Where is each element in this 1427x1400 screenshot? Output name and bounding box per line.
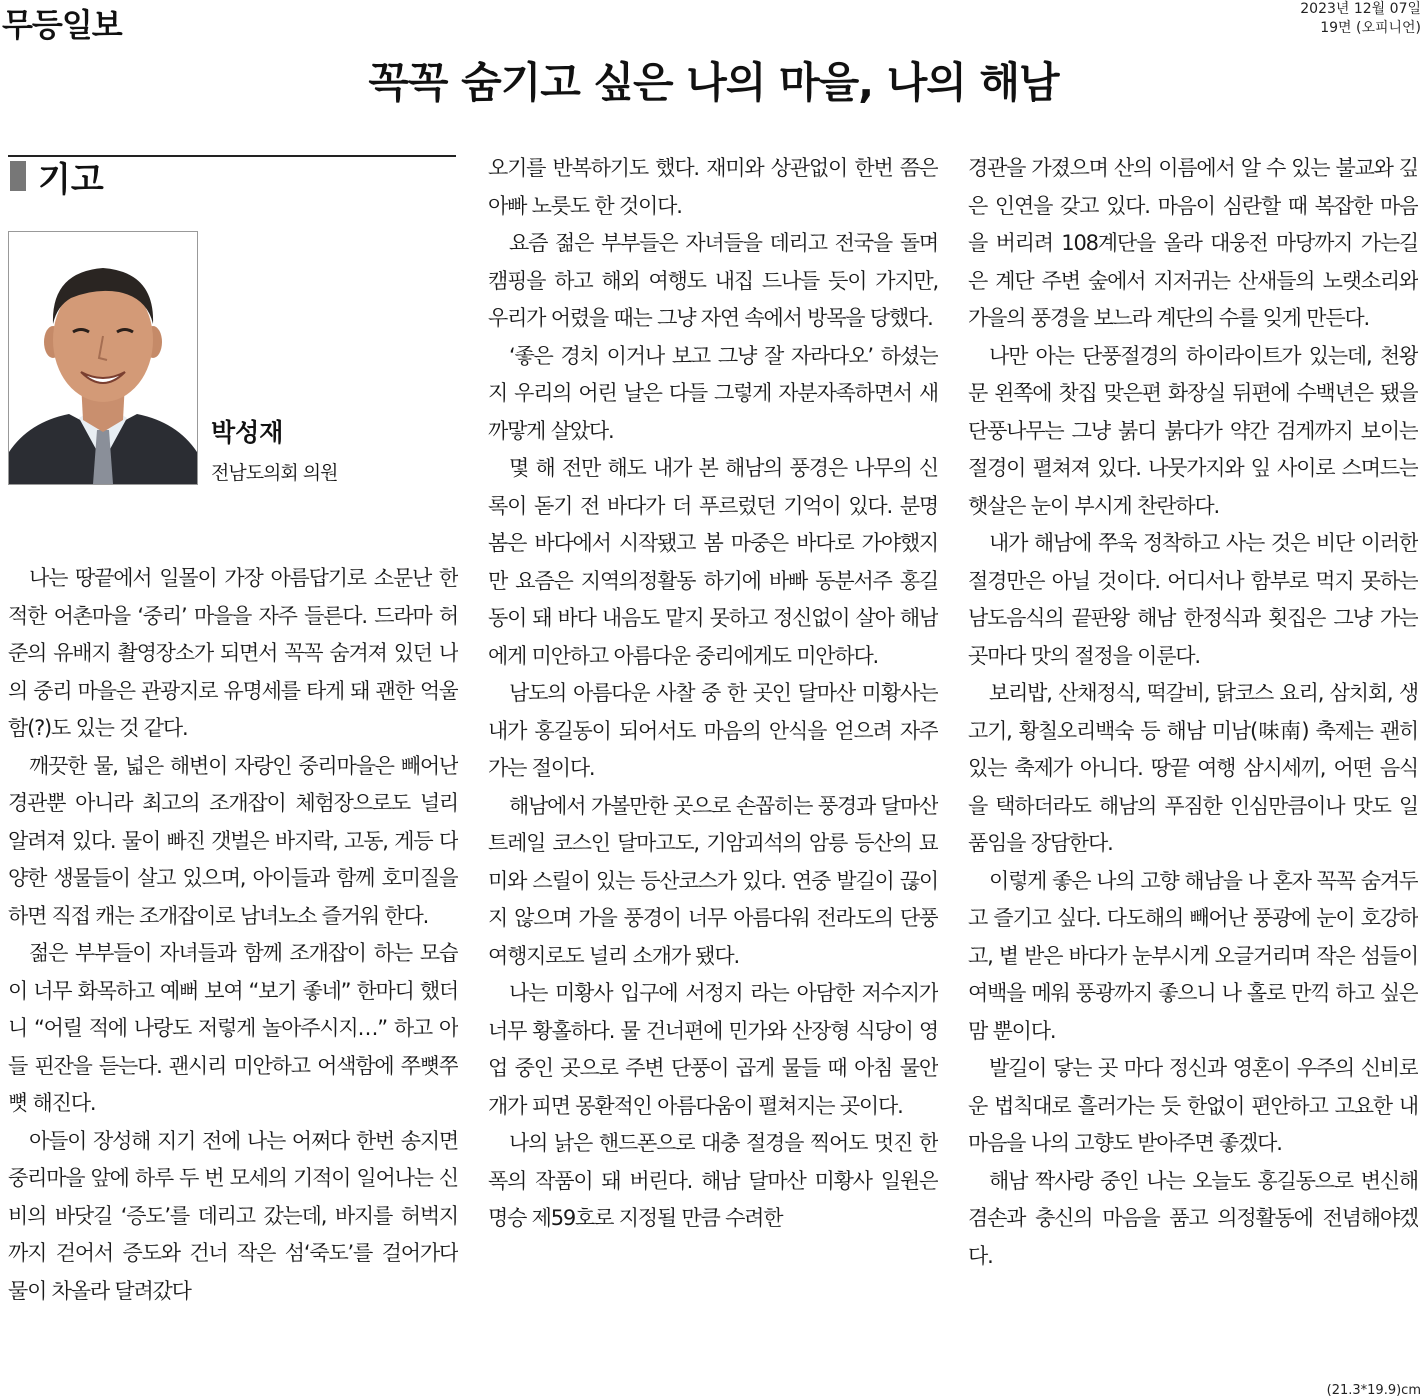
author-name: 박성재 — [211, 418, 284, 447]
article-column-2 — [488, 150, 938, 1380]
article-paragraph: 오기를 반복하기도 했다. 재미와 상관없이 한번 쯤은 아빠 노릇도 한 것이다. — [488, 156, 938, 218]
article-paragraph: 해남 짝사랑 중인 나는 오늘도 홍길동으로 변신해 겸손과 충신의 마음을 품고 의정활동에 전념해야겠다. — [968, 1168, 1418, 1268]
author-photo — [8, 231, 198, 485]
article-paragraph: 몇 해 전만 해도 내가 본 해남의 풍경은 나무의 신록이 돋기 전 바다가 더 푸르렀던 기억이 있다. 분명 봄은 바다에서 시작됐고 봄 마중은 바다로 가야했지만 요즘은 지역의정활동 하기에 바빠 동분서주 홍길동이 돼 바다 내음도 맡지 못하고 정신없이 살아 해남에게 미안하고 아름다운 중리에게도 미안하다. — [488, 456, 938, 668]
article-paragraph: 해남에서 가볼만한 곳으로 손꼽히는 풍경과 달마산 트레일 코스인 달마고도, 기암괴석의 암릉 등산의 묘미와 스릴이 있는 등산코스가 있다. 연중 발길이 끊이지 않으며 가을 풍경이 너무 아름다워 전라도의 단풍 여행지로도 널리 소개가 됐다. — [488, 793, 938, 968]
author-portrait-image — [9, 232, 197, 484]
article-paragraph: 아들이 장성해 지기 전에 나는 어쩌다 한번 송지면 중리마을 앞에 하루 두 번 모세의 기적이 일어나는 신비의 바닷길 ‘증도’를 데리고 갔는데, 바지를 허벅지까지 걷어서 증도와 건너 작은 섬‘죽도’를 걸어가다 물이 차올라 달려갔다 — [8, 1128, 458, 1303]
article-paragraph: 나의 낡은 핸드폰으로 대충 절경을 찍어도 멋진 한 폭의 작품이 돼 버린다. 해남 달마산 미황사 일원은 명승 제59호로 지정될 만큼 수려한 — [488, 1131, 938, 1230]
page-info: 19면 (오피니언) — [1320, 20, 1421, 36]
article-paragraph: ‘좋은 경치 이거나 보고 그냥 잘 자라다오’ 하셨는지 우리의 어린 날은 다들 그렇게 자분자족하면서 새까맣게 살았다. — [488, 343, 938, 443]
publication-meta — [1300, 0, 1421, 38]
newspaper-masthead: 무등일보 — [2, 6, 122, 44]
article-paragraph: 나는 땅끝에서 일몰이 가장 아름답기로 소문난 한적한 어촌마을 ‘중리’ 마을을 자주 들른다. 드라마 허준의 유배지 촬영장소가 되면서 꼭꼭 숨겨져 있던 나의 중리 마을은 관광지로 유명세를 타게 돼 괜한 억울함(?)도 있는 것 같다. — [8, 566, 458, 740]
article-column-1 — [8, 560, 458, 1380]
article-paragraph: 요즘 젊은 부부들은 자녀들을 데리고 전국을 돌며 캠핑을 하고 해외 여행도 내집 드나들 듯이 가지만, 우리가 어렸을 때는 그냥 자연 속에서 방목을 당했다. — [488, 231, 938, 330]
article-paragraph: 남도의 아름다운 사찰 중 한 곳인 달마산 미황사는 내가 홍길동이 되어서도 마음의 안식을 얻으려 자주 가는 절이다. — [488, 681, 938, 780]
article-paragraph: 내가 해남에 쭈욱 정착하고 사는 것은 비단 이러한 절경만은 아닐 것이다. 어디서나 함부로 먹지 못하는 남도음식의 끝판왕 해남 한정식과 횟집은 그냥 가는곳마다 맛의 절정을 이룬다. — [968, 531, 1418, 668]
section-label: 기고 — [38, 160, 104, 200]
article-size-note: (21.3*19.9)cm — [1326, 1383, 1421, 1398]
article-paragraph: 깨끗한 물, 넓은 해변이 자랑인 중리마을은 빼어난 경관뿐 아니라 최고의 조개잡이 체험장으로도 널리 알려져 있다. 물이 빠진 갯벌은 바지락, 고동, 게등 다양한 생물들이 살고 있으며, 아이들과 함께 호미질을 하면 직접 캐는 조개잡이로 남녀노소 즐거워 한다. — [8, 753, 458, 928]
article-paragraph: 젊은 부부들이 자녀들과 함께 조개잡이 하는 모습이 너무 화목하고 예뻐 보여 “보기 좋네” 한마디 했더니 “어릴 적에 나랑도 저렇게 놀아주시지…” 하고 아들 핀잔을 듣는다. 괜시리 미안하고 어색함에 쭈뼛쭈뼛 해진다. — [8, 941, 458, 1115]
article-paragraph: 이렇게 좋은 나의 고향 해남을 나 혼자 꼭꼭 숨겨두고 즐기고 싶다. 다도해의 빼어난 풍광에 눈이 호강하고, 볕 받은 바다가 눈부시게 오글거리며 작은 섬들이 여백을 메워 풍광까지 좋으니 나 홀로 만끽 하고 싶은 맘 뿐이다. — [968, 868, 1418, 1043]
article-paragraph: 보리밥, 산채정식, 떡갈비, 닭코스 요리, 삼치회, 생고기, 황칠오리백숙 등 해남 미남(味南) 축제는 괜히 있는 축제가 아니다. 땅끝 여행 삼시세끼, 어떤 음식을 택하더라도 해남의 푸짐한 인심만큼이나 맛도 일품임을 장담한다. — [968, 681, 1418, 855]
article-paragraph: 나는 미황사 입구에 서정지 라는 아담한 저수지가 너무 황홀하다. 물 건너편에 민가와 산장형 식당이 영업 중인 곳으로 주변 단풍이 곱게 물들 때 아침 물안개가 피면 몽환적인 아름다움이 펼쳐지는 곳이다. — [488, 981, 938, 1118]
section-marker — [10, 161, 26, 191]
author-title: 전남도의회 의원 — [211, 462, 338, 484]
article-paragraph: 발길이 닿는 곳 마다 정신과 영혼이 우주의 신비로운 법칙대로 흘러가는 듯 한없이 편안하고 고요한 내 마음을 나의 고향도 받아주면 좋겠다. — [968, 1056, 1418, 1155]
article-paragraph: 나만 아는 단풍절경의 하이라이트가 있는데, 천왕문 왼쪽에 찻집 맞은편 화장실 뒤편에 수백년은 됐을 단풍나무는 그냥 붉디 붉다가 약간 검게까지 보이는 절경이 펼쳐져 있다. 나뭇가지와 잎 사이로 스며드는 햇살은 눈이 부시게 찬란하다. — [968, 343, 1418, 518]
article-headline: 꼭꼭 숨기고 싶은 나의 마을, 나의 해남 — [368, 58, 1059, 107]
article-paragraph: 경관을 가졌으며 산의 이름에서 알 수 있는 불교와 깊은 인연을 갖고 있다. 마음이 심란할 때 복잡한 마음을 버리려 108계단을 올라 대웅전 마당까지 가는길은 계단 주변 숲에서 지저귀는 산새들의 노랫소리와 가을의 풍경을 보느라 계단의 수를 잊게 만든다. — [968, 156, 1418, 330]
article-column-3 — [968, 150, 1418, 1380]
publication-date: 2023년 12월 07일 — [1300, 1, 1421, 17]
